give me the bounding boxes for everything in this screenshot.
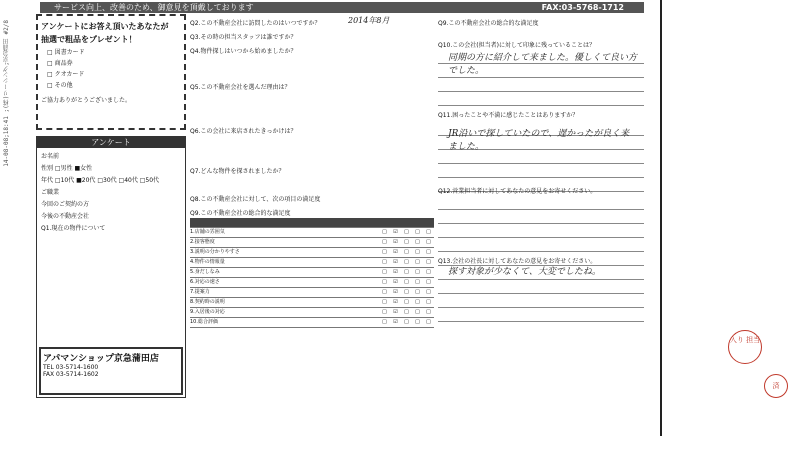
option-2: □ 商品券: [47, 58, 181, 67]
q7: Q7.どんな物件を探されましたか？: [190, 168, 285, 175]
q13: Q13.会社の社長に対してあなたの意見をお寄せください。: [438, 258, 597, 265]
grid-row-label: 3.説明の分かりやすさ: [190, 249, 240, 255]
option-4: □ その他: [47, 80, 181, 89]
grid-row-label: 2.接客態度: [190, 239, 215, 245]
survey-line: 今回のご契約の方: [41, 201, 90, 208]
grid-row-label: 4.物件の情報量: [190, 259, 225, 265]
survey-line: Q1.現在の物件について: [41, 225, 106, 232]
grid-row-label: 8.契約時の説明: [190, 299, 225, 305]
survey-sheet: [28, 0, 662, 436]
q13-handwritten: 探す対象が少なくて、大変でしたね。: [448, 267, 601, 277]
store-tel: TEL 03-5714-1600: [43, 364, 99, 371]
grid-row: 6.対応の速さ □ ☑ □ □ □: [190, 278, 434, 288]
grid-row: 9.入居後の対応 □ ☑ □ □ □: [190, 308, 434, 318]
banner-fax: FAX:03-5768-1712: [541, 3, 624, 12]
banner-text: サービス向上、改善のため、御意見を頂戴しております: [54, 3, 254, 12]
rating-grid: [190, 218, 434, 328]
q6: Q6.この会社に来店されたきっかけは？: [190, 128, 297, 135]
grid-row: 5.身だしなみ □ ☑ □ □ □: [190, 268, 434, 278]
survey-line: お名前: [41, 153, 60, 160]
grid-row-label: 10.総合評価: [190, 319, 218, 325]
q10-handwritten: 同期の方に紹介して来ました。優しくて良い方でした。: [448, 53, 638, 76]
grid-row: 1.店舗の雰囲気 □ ☑ □ □ □: [190, 228, 434, 238]
grid-row: 4.物件の情報量 □ ☑ □ □ □: [190, 258, 434, 268]
grid-row-label: 1.店舗の雰囲気: [190, 229, 225, 235]
option-1: □ 図書カード: [47, 47, 181, 56]
q11-handwritten: JR沿いで探していたので、遅かったが良く来ました。: [448, 129, 630, 152]
reception-stamp: 入り 担当: [728, 330, 762, 364]
survey-line: 今後の不動産会社: [41, 213, 90, 220]
q12: Q12.営業担当者に対してあなたの意見をお寄せください。: [438, 188, 597, 195]
grid-row-label: 9.入居後の対応: [190, 309, 225, 315]
survey-box: [36, 136, 186, 398]
grid-row: 2.接客態度 □ ☑ □ □ □: [190, 238, 434, 248]
store-info: [39, 347, 183, 395]
store-fax: FAX 03-5714-1602: [43, 371, 99, 378]
q10: Q10.この会社(担当者)に対して印象に残っていることは？: [438, 42, 595, 49]
q3: Q3.その時の担当スタッフは誰ですか？: [190, 34, 297, 41]
grid-row-label: 7.提案力: [190, 289, 210, 295]
option-3: □ クオカード: [47, 69, 181, 78]
grid-row: 8.契約時の説明 □ ☑ □ □ □: [190, 298, 434, 308]
grid-row-label: 5.身だしなみ: [190, 269, 220, 275]
survey-line: 性別 □男性 ■女性: [41, 165, 93, 172]
q9-right: Q9.この不動産会社の総合的な満足度: [438, 20, 539, 27]
q4: Q4.物件探しはいつから始めましたか？: [190, 48, 297, 55]
fax-transmission-header: 14-08-08;18:41 ;(株)リーシング;京急蒲田 #2/8: [3, 20, 10, 167]
approval-stamp: 済: [764, 374, 788, 398]
store-name: アパマンショップ京急蒲田店: [43, 354, 159, 364]
intro-title: アンケートにお答え頂いたあなたが: [41, 22, 169, 31]
survey-line: ご職業: [41, 189, 60, 196]
grid-row: 10.総合評価 □ ☑ □ □ □: [190, 318, 434, 328]
q11: Q11.困ったことや不満に感じたことはありますか？: [438, 112, 579, 119]
q5: Q5.この不動産会社を選んだ理由は？: [190, 84, 291, 91]
grid-row: 7.提案力 □ ☑ □ □ □: [190, 288, 434, 298]
grid-row: 3.説明の分かりやすさ □ ☑ □ □ □: [190, 248, 434, 258]
q9: Q9.この不動産会社の総合的な満足度: [190, 210, 291, 217]
q2-handwritten: 2014年8月: [348, 16, 390, 25]
intro-footer: ご協力ありがとうございました。: [41, 97, 132, 104]
intro-title2: 抽選で粗品をプレゼント！: [41, 35, 137, 44]
intro-box: [36, 14, 186, 130]
survey-line: 年代 □10代 ■20代 □30代 □40代 □50代: [41, 177, 160, 184]
survey-title: アンケート: [37, 137, 185, 148]
q8: Q8.この不動産会社に対して、次の項目の満足度: [190, 196, 321, 203]
left-column: [36, 14, 186, 398]
grid-row-label: 6.対応の速さ: [190, 279, 220, 285]
grid-header: [190, 218, 434, 228]
q2: Q2.この不動産会社に訪問したのはいつですか？: [190, 20, 321, 27]
banner: [40, 2, 644, 13]
